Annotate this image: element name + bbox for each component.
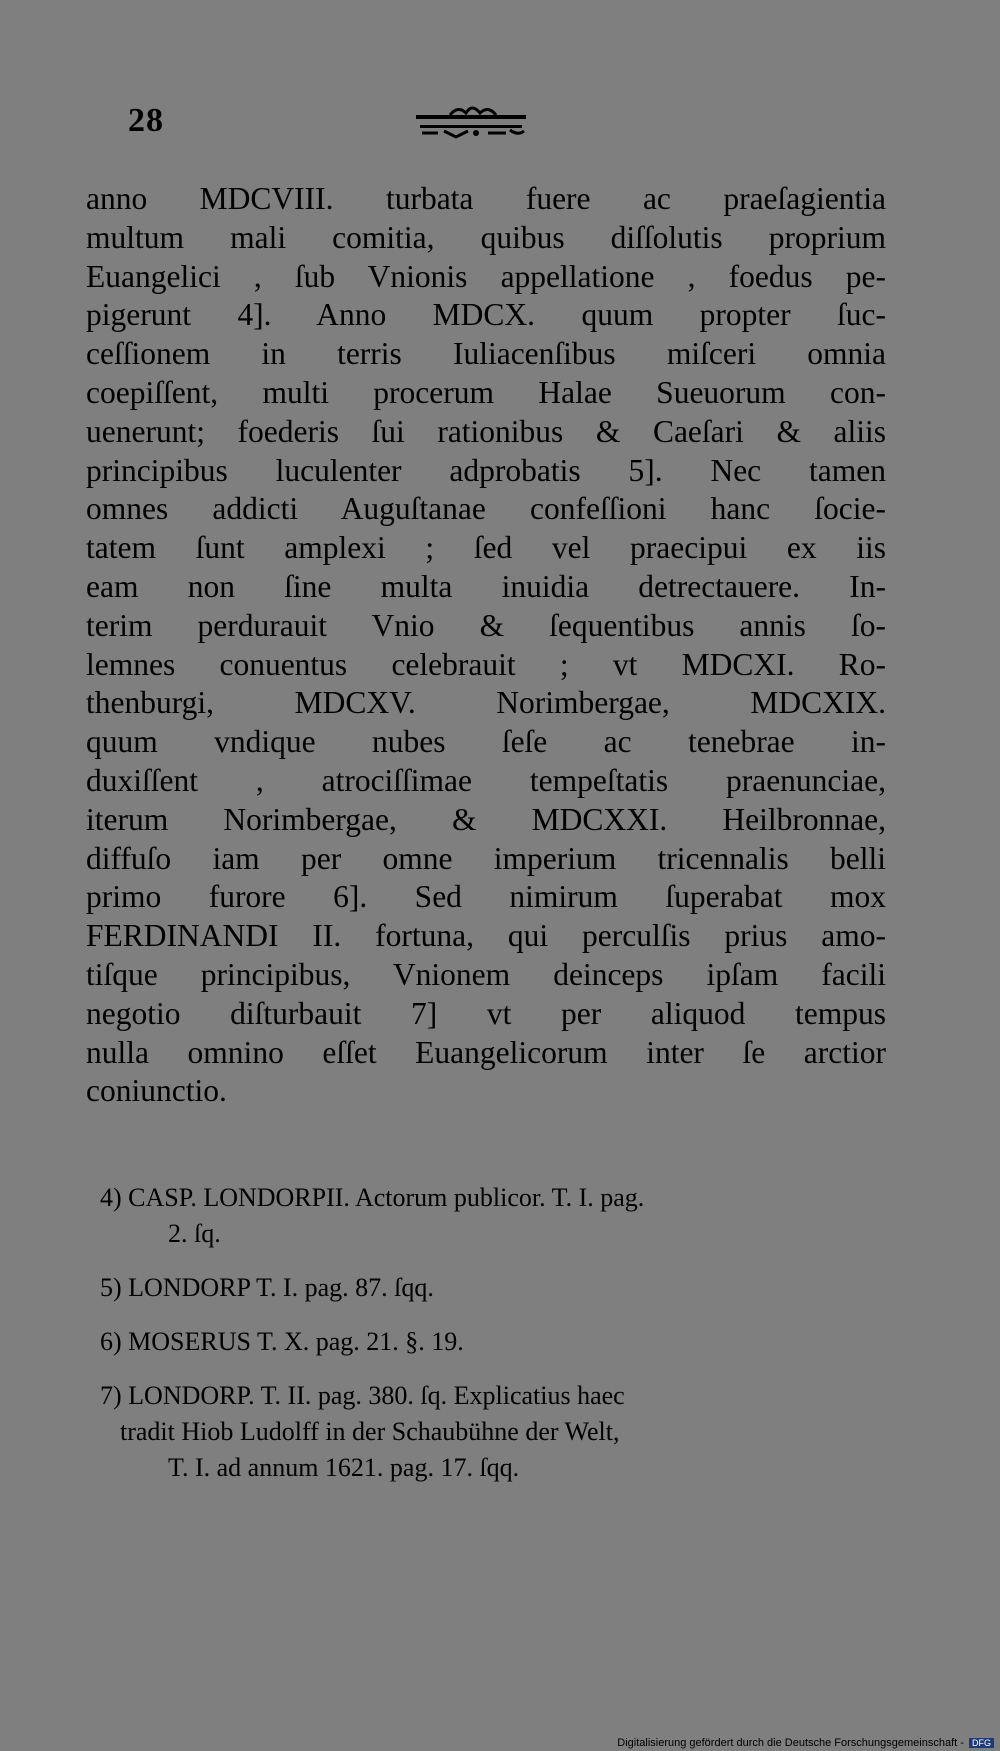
footnote-6 [100, 1324, 890, 1360]
footnote-line: 2. ſq. [168, 1219, 221, 1248]
text-line: tatem ſunt amplexi ; ſed vel praecipui ex iis [86, 530, 886, 566]
credit-text: Digitalisierung gefördert durch die Deutsche Forschungsgemeinschaft - [617, 1737, 964, 1749]
text-line: Euangelici , ſub Vnionis appellatione , foedus pe- [86, 258, 886, 294]
text-line: multum mali comitia, quibus diſſolutis proprium [86, 219, 886, 255]
text-line: ceſſionem in terris Iuliacenſibus miſceri omnia [86, 336, 886, 372]
text-line: negotio diſturbauit 7] vt per aliquod tempus [86, 995, 886, 1031]
text-line: terim perdurauit Vnio & ſequentibus annis ſo- [86, 607, 886, 643]
text-line: coepiſſent, multi procerum Halae Sueuorum con- [86, 374, 886, 410]
text-line: diffuſo iam per omne imperium tricennalis belli [86, 840, 886, 876]
footnote-7 [100, 1378, 890, 1486]
digitization-credit [617, 1737, 994, 1749]
footnote-4 [100, 1180, 890, 1252]
text-line: quum vndique nubes ſeſe ac tenebrae in- [86, 724, 886, 760]
text-line: FERDINANDI II. fortuna, qui perculſis prius amo- [86, 918, 886, 954]
footnote-line: tradit Hiob Ludolff in der Schaubühne der Welt, [120, 1417, 620, 1446]
text-line: anno MDCVIII. turbata fuere ac praeſagientia [86, 181, 886, 216]
footnotes [100, 1180, 890, 1486]
text-line: pigerunt 4]. Anno MDCX. quum propter ſuc- [86, 297, 886, 333]
dfg-logo: DFG [969, 1738, 994, 1748]
footnote-5 [100, 1270, 890, 1306]
footnote-line: 4) CASP. LONDORPII. Actorum publicor. T. I. pag. [100, 1183, 645, 1212]
footnote-line: 5) LONDORP T. I. pag. 87. ſqq. [100, 1273, 434, 1302]
text-line: primo furore 6]. Sed nimirum ſuperabat mox [86, 879, 886, 915]
text-line: uenerunt; foederis ſui rationibus & Caeſari & aliis [86, 413, 886, 449]
footnote-line: T. I. ad annum 1621. pag. 17. ſqq. [168, 1453, 520, 1482]
text-line: thenburgi, MDCXV. Norimbergae, MDCXIX. [86, 685, 886, 721]
text-line: duxiſſent , atrociſſimae tempeſtatis praenunciae, [86, 762, 886, 798]
footnote-line: 6) MOSERUS T. X. pag. 21. §. 19. [100, 1327, 464, 1356]
text-line: nulla omnino eſſet Euangelicorum inter ſe arctior [86, 1034, 886, 1070]
text-line: tiſque principibus, Vnionem deinceps ipſam facili [86, 956, 886, 992]
text-line: coniunctio. [86, 1073, 227, 1109]
decorative-vignette-icon [410, 103, 532, 147]
text-line: omnes addicti Auguſtanae confeſſioni hanc ſocie- [86, 491, 886, 527]
page-number: 28 [128, 102, 164, 139]
text-line: eam non ſine multa inuidia detrectauere. In- [86, 568, 886, 604]
footnote-line: 7) LONDORP. T. II. pag. 380. ſq. Explicatius haec [100, 1381, 625, 1410]
text-line: lemnes conuentus celebrauit ; vt MDCXI. Ro- [86, 646, 886, 682]
text-line: principibus luculenter adprobatis 5]. Nec tamen [86, 452, 886, 488]
main-text-block [86, 180, 886, 1111]
text-line: iterum Norimbergae, & MDCXXI. Heilbronnae, [86, 801, 886, 837]
